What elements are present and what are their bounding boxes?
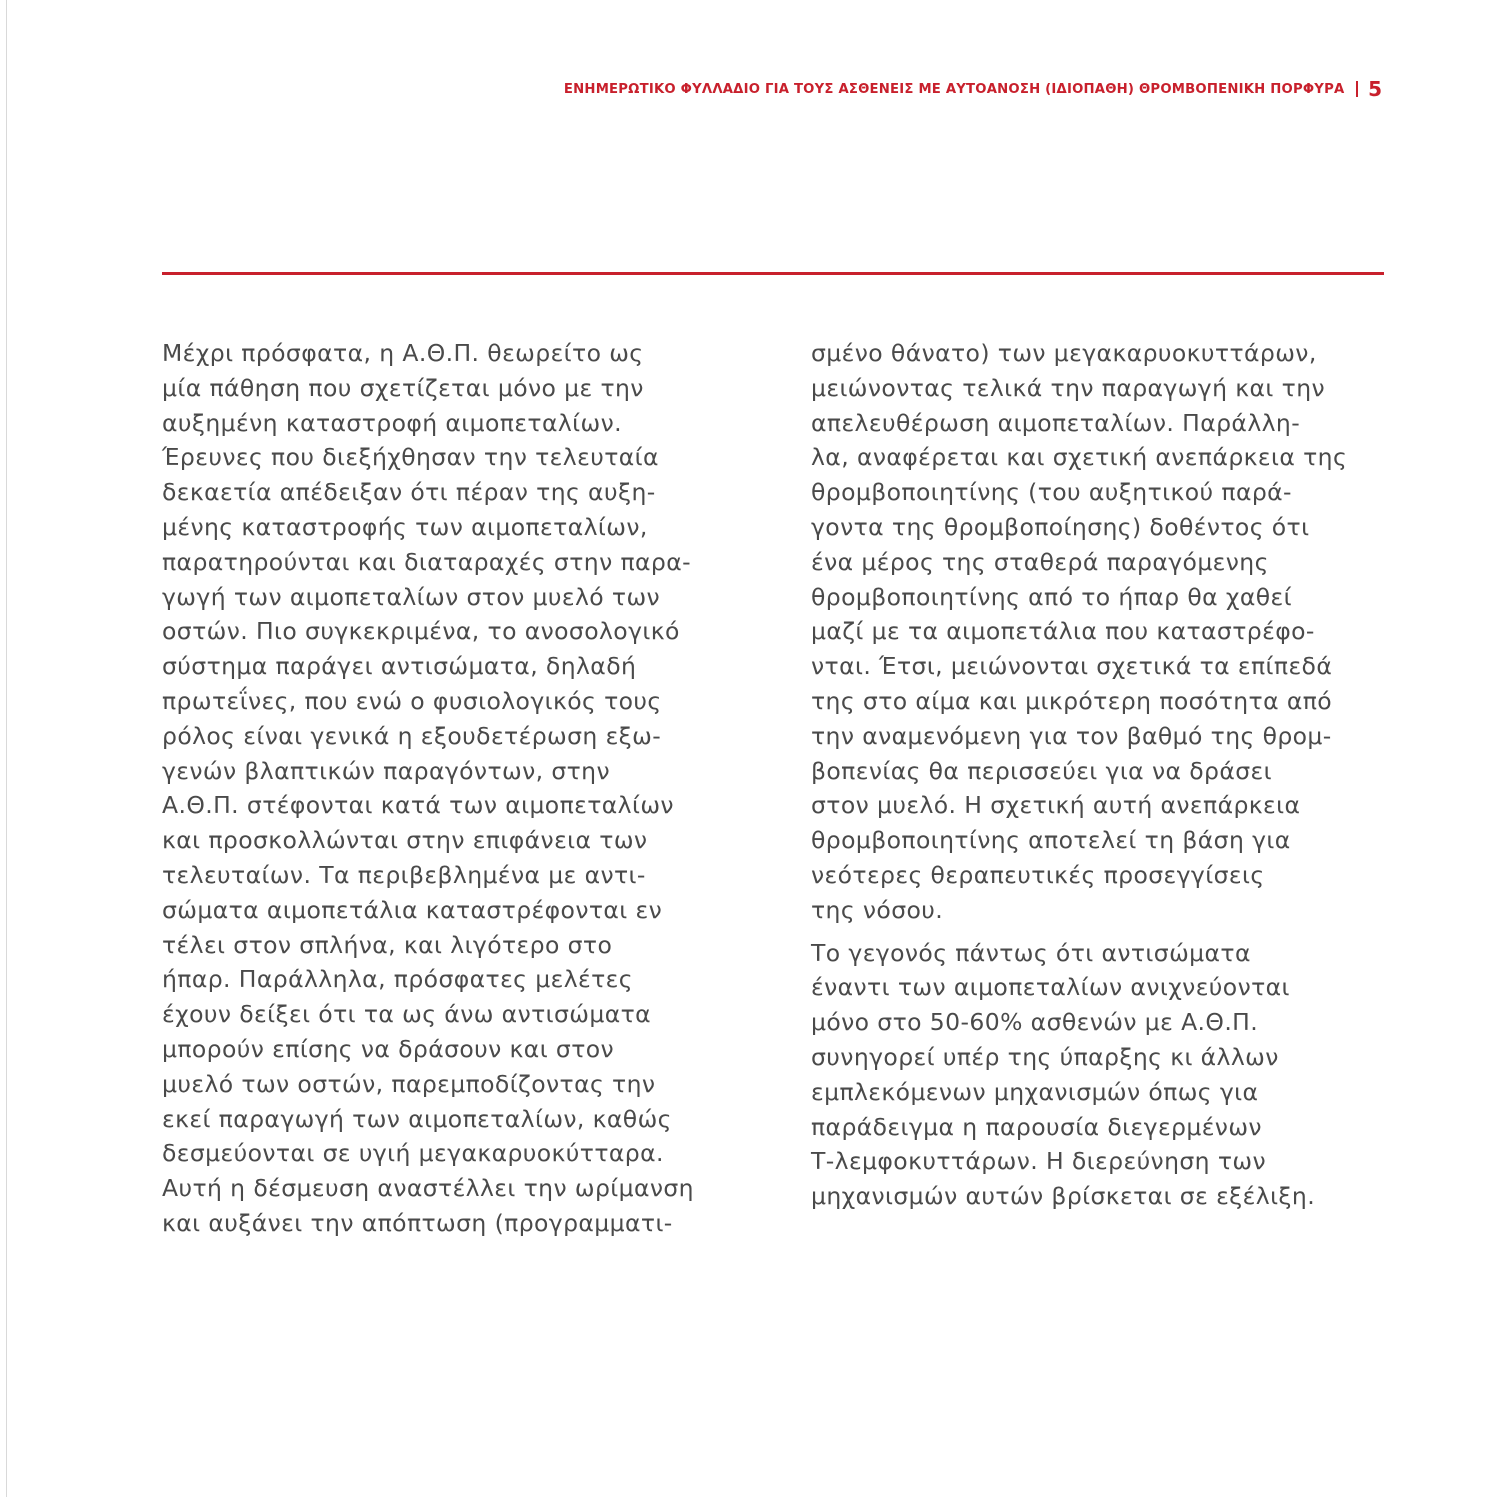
paragraph-gap xyxy=(811,928,1391,936)
text-line: νται. Έτσι, μειώνονται σχετικά τα επίπεδά xyxy=(811,652,1333,681)
text-line: δεκαετία απέδειξαν ότι πέραν της αυξη- xyxy=(162,478,656,507)
text-line: ήπαρ. Παράλληλα, πρόσφατες μελέτες xyxy=(162,965,633,994)
text-line: Α.Θ.Π. στέφονται κατά των αιμοπεταλίων xyxy=(162,791,674,820)
text-line: μειώνοντας τελικά την παραγωγή και την xyxy=(811,373,1326,402)
text-line: θρομβοποιητίνης από το ήπαρ θα χαθεί xyxy=(811,582,1292,611)
page-number: 5 xyxy=(1368,77,1382,101)
text-line: ρόλος είναι γενικά η εξουδετέρωση εξω- xyxy=(162,721,662,750)
text-line: Έρευνες που διεξήχθησαν την τελευταία xyxy=(162,443,659,472)
text-line: μηχανισμών αυτών βρίσκεται σε εξέλιξη. xyxy=(811,1182,1316,1211)
text-line: έναντι των αιμοπεταλίων ανιχνεύονται xyxy=(811,973,1290,1002)
text-line: Αυτή η δέσμευση αναστέλλει την ωρίμανση xyxy=(162,1174,694,1203)
text-line: απελευθέρωση αιμοπεταλίων. Παράλλη- xyxy=(811,408,1301,437)
text-line: γοντα της θρομβοποίησης) δοθέντος ότι xyxy=(811,512,1310,541)
text-line: Το γεγονός πάντως ότι αντισώματα xyxy=(811,938,1251,967)
text-line: οστών. Πιο συγκεκριμένα, το ανοσολογικό xyxy=(162,617,680,646)
text-line: μαζί με τα αιμοπετάλια που καταστρέφο- xyxy=(811,617,1315,646)
text-line: γωγή των αιμοπεταλίων στον μυελό των xyxy=(162,582,661,611)
text-line: μένης καταστροφής των αιμοπεταλίων, xyxy=(162,512,648,541)
header-title: ΕΝΗΜΕΡΩΤΙΚΟ ΦΥΛΛΑΔΙΟ ΓΙΑ ΤΟΥΣ ΑΣΘΕΝΕΙΣ ΜΕ ΑΥΤΟΑΝΟΣΗ (ΙΔΙΟΠΑΘΗ) ΘΡΟΜΒΟΠΕΝΙΚΗ ΠΟΡΦΥΡΑ xyxy=(563,81,1345,97)
text-line: την αναμενόμενη για τον βαθμό της θρομ- xyxy=(811,721,1332,750)
text-line: θρομβοποιητίνης αποτελεί τη βάση για xyxy=(811,826,1291,855)
text-line: νεότερες θεραπευτικές προσεγγίσεις xyxy=(811,860,1265,889)
text-line: εκεί παραγωγή των αιμοπεταλίων, καθώς xyxy=(162,1104,672,1133)
text-line: μία πάθηση που σχετίζεται μόνο με την xyxy=(162,373,644,402)
text-line: Μέχρι πρόσφατα, η Α.Θ.Π. θεωρείτο ως xyxy=(162,339,644,367)
text-line: μυελό των οστών, παρεμποδίζοντας την xyxy=(162,1069,656,1098)
text-line: σύστημα παράγει αντισώματα, δηλαδή xyxy=(162,652,637,681)
text-line: τελευταίων. Τα περιβεβλημένα με αντι- xyxy=(162,860,646,889)
text-line: δεσμεύονται σε υγιή μεγακαρυοκύτταρα. xyxy=(162,1139,664,1168)
text-line: πρωτεΐνες, που ενώ ο φυσιολογικός τους xyxy=(162,686,662,715)
right-column xyxy=(811,336,1391,1214)
text-line: βοπενίας θα περισσεύει για να δράσει xyxy=(811,756,1272,785)
text-line: μπορούν επίσης να δράσουν και στον xyxy=(162,1034,615,1063)
header-separator xyxy=(1356,81,1358,97)
text-line: τέλει στον σπλήνα, και λιγότερο στο xyxy=(162,930,613,959)
text-line: παρατηρούνται και διαταραχές στην παρα- xyxy=(162,547,691,576)
text-line: σμένο θάνατο) των μεγακαρυοκυττάρων, xyxy=(811,339,1317,367)
text-line: έχουν δείξει ότι τα ως άνω αντισώματα xyxy=(162,1000,652,1029)
left-column xyxy=(162,336,742,1241)
section-divider xyxy=(162,272,1384,275)
text-line: εμπλεκόμενων μηχανισμών όπως για xyxy=(811,1077,1259,1106)
text-line: παράδειγμα η παρουσία διεγερμένων xyxy=(811,1112,1262,1141)
text-line: της νόσου. xyxy=(811,895,944,924)
page-edge-line xyxy=(6,0,7,1497)
text-line: σώματα αιμοπετάλια καταστρέφονται εν xyxy=(162,895,663,924)
text-line: αυξημένη καταστροφή αιμοπεταλίων. xyxy=(162,408,623,437)
text-line: μόνο στο 50-60% ασθενών με Α.Θ.Π. xyxy=(811,1008,1259,1037)
text-line: ένα μέρος της σταθερά παραγόμενης xyxy=(811,547,1269,576)
text-line: λα, αναφέρεται και σχετική ανεπάρκεια της xyxy=(811,443,1348,472)
running-header xyxy=(548,74,1382,104)
text-line: και προσκολλώνται στην επιφάνεια των xyxy=(162,826,648,855)
text-line: Τ-λεμφοκυττάρων. Η διερεύνηση των xyxy=(811,1147,1266,1176)
text-line: γενών βλαπτικών παραγόντων, στην xyxy=(162,756,610,785)
text-line: και αυξάνει την απόπτωση (προγραμματι- xyxy=(162,1208,673,1237)
text-line: θρομβοποιητίνης (του αυξητικού παρά- xyxy=(811,478,1292,507)
text-line: στον μυελό. Η σχετική αυτή ανεπάρκεια xyxy=(811,791,1301,820)
text-line: της στο αίμα και μικρότερη ποσότητα από xyxy=(811,686,1333,715)
text-line: συνηγορεί υπέρ της ύπαρξης κι άλλων xyxy=(811,1042,1279,1071)
